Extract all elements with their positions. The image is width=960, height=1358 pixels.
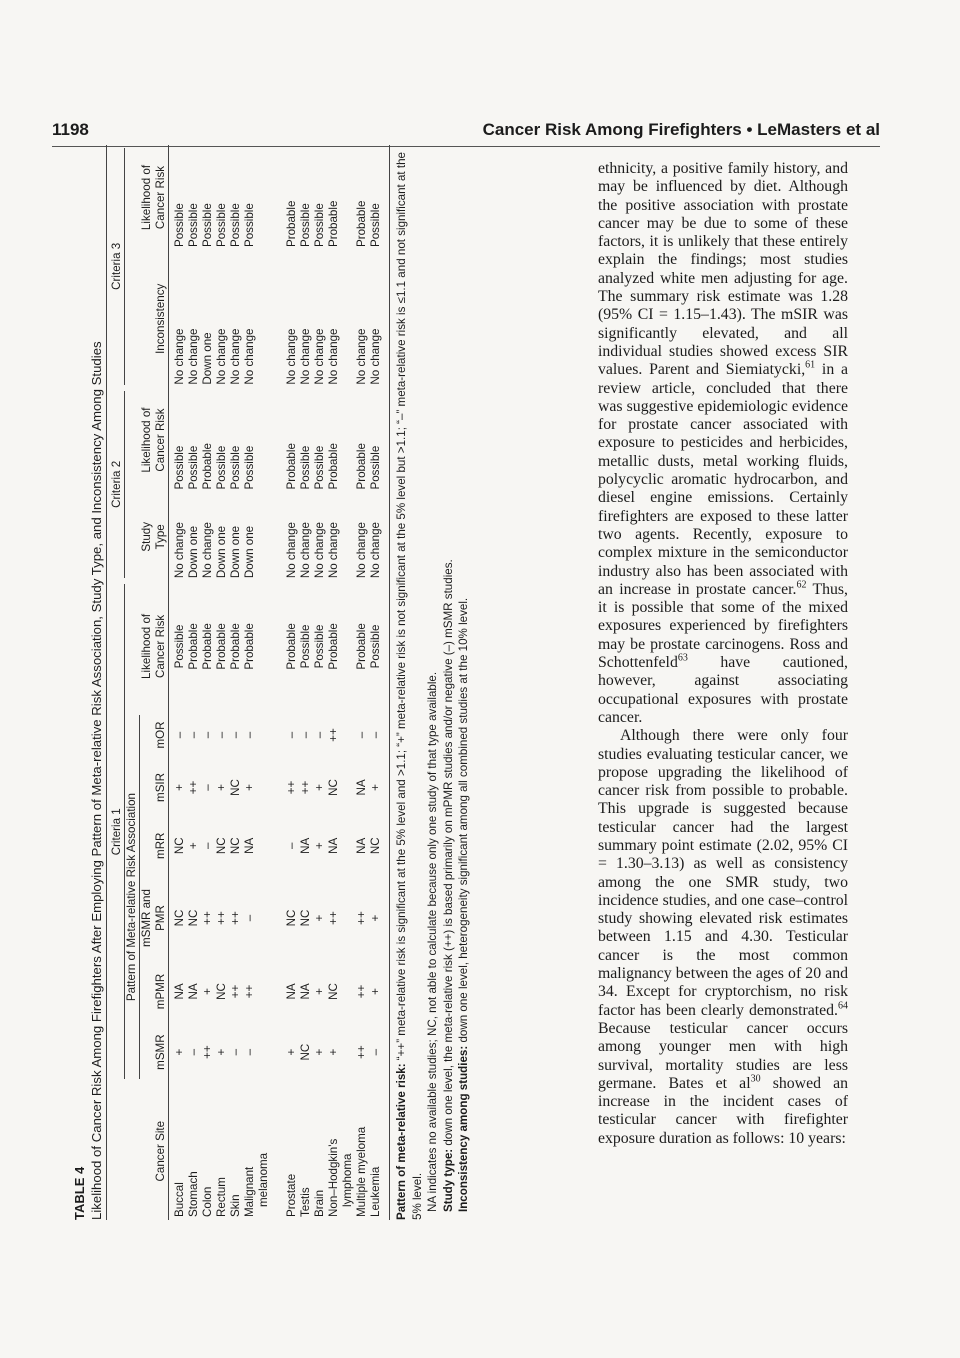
cell-likelihood3: Probable <box>355 200 368 247</box>
cell-msir: – <box>201 784 214 791</box>
cell-likelihood1: Probable <box>229 623 242 670</box>
cell-mor: – <box>313 731 326 739</box>
cell-study-type: No change <box>201 522 214 579</box>
cell-likelihood3: Possible <box>215 203 228 247</box>
body-text-run: Although there were only four studies evaluating testicular cancer, we propose upgrading the likelihood of cancer risk from possible to probable. This upgrade is suggested because testicular cancer had the largest summary point estimate (2.02, 95% CI = 1.30–3.13) as well as consistency among the one SMR study, two incidence studies, and one case–control study showing elevated risk estimates between 1.15 and 4.30. Testicular cancer is the most common malignancy between the ages of 20 and 34. Except for cryptorchism, no risk factor has been clearly demonstrated. <box>598 727 848 1019</box>
cell-likelihood2: Probable <box>285 443 298 490</box>
cell-pmr: NC <box>285 909 298 927</box>
cell-msir: + <box>173 784 186 791</box>
cell-mrr: – <box>201 842 214 849</box>
cell-pmr: + <box>313 914 326 922</box>
criteria3-header: Criteria 3 <box>110 148 125 385</box>
cell-likelihood3: Possible <box>299 203 312 247</box>
cell-mpmr: ++ <box>355 984 368 999</box>
cell-mrr: NC <box>229 837 242 855</box>
col-inconsistency: Inconsistency <box>154 250 169 388</box>
cell-likelihood2: Possible <box>215 445 228 490</box>
pattern-group-header: Pattern of Meta-relative Risk Association <box>125 715 140 1080</box>
cell-site <box>327 1082 355 1220</box>
cell-pmr: ++ <box>215 911 228 925</box>
citation-ref: 64 <box>838 1000 848 1012</box>
cell-pmr: + <box>369 875 390 961</box>
cell-likelihood1: Probable <box>327 623 340 670</box>
cell-mor: ++ <box>327 728 340 742</box>
table-label: TABLE 4 <box>72 1166 87 1220</box>
cell-mrr: – <box>285 842 298 849</box>
cell-study-type: No change <box>327 522 340 579</box>
cell-mrr: NA <box>299 837 312 854</box>
table-footnotes <box>394 145 472 1220</box>
cell-likelihood1: Possible <box>299 624 312 669</box>
cell-site: Brain <box>313 1189 326 1217</box>
cell-likelihood2: Possible <box>187 445 200 490</box>
cell-msir: + <box>243 784 256 791</box>
cell-site: Stomach <box>187 1171 200 1217</box>
col-msir: mSIR <box>154 758 169 816</box>
cell-mor: – <box>299 731 312 739</box>
cell-msmr: – <box>243 1048 256 1056</box>
cell-likelihood2: Probable <box>355 443 368 490</box>
body-column <box>598 160 848 1148</box>
cell-mor: – <box>369 712 390 759</box>
col-likelihood3-line1: Likelihood of <box>140 164 153 231</box>
table-row <box>369 145 390 1220</box>
cell-msmr: + <box>173 1048 186 1056</box>
cell-inconsistency: No change <box>313 328 326 385</box>
col-mrr: mRR <box>154 817 169 875</box>
cell-pmr: ++ <box>229 911 242 925</box>
cell-site: Prostate <box>285 1173 298 1217</box>
table-row <box>327 145 355 1220</box>
footnote-na: NA indicates no available studies; NC, not able to calculate because only one study of that type available. <box>426 671 439 1212</box>
footnote-inconsistency-label: Inconsistency among studies: <box>457 1045 470 1212</box>
cell-likelihood1: Possible <box>313 624 326 669</box>
cell-mor: – <box>285 731 298 739</box>
cell-study-type: No change <box>299 522 312 579</box>
cell-mpmr: NA <box>299 983 312 1000</box>
cell-mor: – <box>215 731 228 739</box>
footnote-inconsistency <box>456 145 472 1220</box>
body-text-run: in a review article, concluded that there was suggestive epidemiologic evidence for prostate cancer associated with exposure to pesticides and herbicides, metallic dusts, metal working fluids, polycyclic aromatic hydrocarbon, and diesel engine emissions. Certainly firefighters are exposed to these latter two agents. Recently, exposure to complex mixture in the semiconductor industry also has been associated with an increase in prostate cancer. <box>598 361 848 598</box>
cell-likelihood3: Possible <box>173 203 186 247</box>
cell-inconsistency: No change <box>243 328 256 385</box>
cell-likelihood3: Probable <box>285 200 298 247</box>
body-text-run: Because testicular cancer occurs among younger men with high survival, mortality studies are less germane. Bates et al <box>598 1019 848 1092</box>
cell-study-type: Down one <box>229 525 242 579</box>
cell-mrr: + <box>313 842 326 850</box>
col-study-line2: Type <box>154 493 169 582</box>
cell-site <box>243 1082 271 1220</box>
cell-pmr: NC <box>173 909 186 927</box>
cell-mrr: NA <box>243 837 256 854</box>
cell-mrr: NA <box>355 837 368 854</box>
cell-study-type: No change <box>355 522 368 579</box>
cell-msir: ++ <box>187 780 200 795</box>
cell-msmr: + <box>285 1048 298 1056</box>
cell-inconsistency: No change <box>327 328 340 385</box>
cell-mpmr: ++ <box>243 984 256 999</box>
cell-likelihood1: Probable <box>355 623 368 670</box>
cell-mrr: NC <box>215 837 228 855</box>
cell-inconsistency: No change <box>299 328 312 385</box>
cell-mor: – <box>173 731 186 739</box>
table-row <box>187 145 201 1220</box>
footnote-study-type-text: down one level, the meta-relative risk (++) is based primarily on mPMR studies and/or negative (–) mSMR studies. <box>441 559 455 1149</box>
footnote-study-type <box>441 145 457 1220</box>
cell-msmr: ++ <box>355 1045 368 1059</box>
cell-likelihood3: Possible <box>187 203 200 247</box>
cell-likelihood1: Probable <box>201 623 214 670</box>
cell-likelihood2: Possible <box>313 445 326 490</box>
risk-table <box>106 145 390 1220</box>
cell-inconsistency: No change <box>173 328 186 385</box>
col-likelihood3-line2: Cancer Risk <box>154 145 169 250</box>
cell-mrr: NC <box>173 837 186 855</box>
cell-study-type: No change <box>173 522 186 579</box>
cell-inconsistency: No change <box>187 328 200 385</box>
cell-likelihood2: Possible <box>173 445 186 490</box>
body-text-run: showed an increase in the incident cases of testicular cancer with firefighter exposure duration as follows: 10 years: <box>598 1074 849 1147</box>
cell-msir: + <box>313 784 326 791</box>
cell-likelihood3: Probable <box>327 200 340 247</box>
cell-likelihood3: Possible <box>369 145 390 250</box>
cell-mrr: NA <box>327 837 340 854</box>
cell-mor: – <box>229 731 242 739</box>
col-msmr-pmr-line1: mSMR and <box>140 889 153 948</box>
cell-msir: NA <box>355 779 368 796</box>
cell-site: Skin <box>229 1194 242 1217</box>
citation-ref: 30 <box>750 1073 761 1085</box>
page-number: 1198 <box>52 120 89 139</box>
table-row <box>201 145 215 1220</box>
cell-likelihood2: Possible <box>243 445 256 490</box>
cell-mor: – <box>243 731 256 739</box>
cell-mor: – <box>187 731 200 739</box>
cell-mpmr: + <box>369 961 390 1022</box>
col-likelihood2-line1: Likelihood of <box>140 407 153 473</box>
cell-likelihood3: Possible <box>229 203 242 247</box>
citation-ref: 63 <box>677 652 688 664</box>
cell-msmr: – <box>369 1022 390 1083</box>
table-row <box>215 145 229 1220</box>
footnote-pattern-text: “++” meta-relative risk is significant at the 5% level and >1.1; “+” meta-relative risk is not significant at the 5% level but >1.1; “–” meta-relative risk is ≤1.1 and not significant at the 5% level. <box>395 152 424 1220</box>
cell-inconsistency: No change <box>369 250 390 388</box>
cell-inconsistency: No change <box>355 328 368 385</box>
cell-site: Colon <box>201 1186 214 1217</box>
cell-msmr: – <box>229 1048 242 1056</box>
table-row <box>229 145 243 1220</box>
cell-likelihood1: Probable <box>285 623 298 670</box>
table-row <box>243 145 271 1220</box>
table-row <box>299 145 313 1220</box>
body-text-run: have cautioned, however, against associating occupational exposures with prostate cancer. <box>598 654 848 726</box>
cell-likelihood1: Probable <box>243 623 256 670</box>
col-msmr: mSMR <box>154 1022 169 1083</box>
body-paragraph <box>598 160 848 727</box>
cell-mpmr: + <box>201 988 214 995</box>
cell-msmr: + <box>215 1048 228 1056</box>
cell-mpmr: NC <box>215 983 228 1000</box>
cell-site: Buccal <box>173 1182 186 1217</box>
cell-likelihood1: Possible <box>369 581 390 712</box>
col-msmr-pmr-line2: PMR <box>154 875 169 961</box>
cell-msmr: NC <box>299 1043 312 1061</box>
cell-site: Leukemia <box>369 1082 390 1220</box>
cell-likelihood2: Possible <box>229 445 242 490</box>
table-title: Likelihood of Cancer Risk Among Firefighters After Employing Pattern of Meta-relative Risk Association, Study Type, and Inconsistency Among Studies <box>89 341 104 1220</box>
cell-site: Testis <box>299 1187 312 1217</box>
cell-msir: ++ <box>285 780 298 795</box>
cell-inconsistency: No change <box>285 328 298 385</box>
body-text-run: Thus, it is possible that some of the mixed exposures experienced by firefighters may be prostate carcinogens. Ross and Schottenfeld <box>598 580 848 672</box>
col-cancer-site: Cancer Site <box>154 1082 169 1220</box>
cell-msmr: + <box>313 1048 326 1056</box>
cell-msir: + <box>215 784 228 791</box>
table-row <box>169 145 188 1220</box>
cell-mpmr: NA <box>285 983 298 1000</box>
cell-mpmr: NC <box>327 983 340 1000</box>
cell-likelihood1: Probable <box>215 623 228 670</box>
cell-mrr: + <box>187 842 200 850</box>
cell-pmr: ++ <box>327 911 340 925</box>
cell-site-line2: melanoma <box>257 1152 270 1207</box>
table-row <box>271 145 299 1220</box>
cell-study-type: No change <box>285 522 298 579</box>
footnote-pattern <box>394 145 425 1220</box>
table-row <box>355 145 369 1220</box>
cell-inconsistency: Down one <box>201 332 214 385</box>
cell-pmr: NC <box>299 909 312 927</box>
cell-inconsistency: No change <box>215 328 228 385</box>
cell-msir: NC <box>229 779 242 796</box>
running-head: Cancer Risk Among Firefighters • LeMasters et al <box>482 120 880 139</box>
cell-mpmr: + <box>313 988 326 995</box>
cell-pmr: ++ <box>201 911 214 925</box>
cell-inconsistency: No change <box>229 328 242 385</box>
cell-site-line1: Non–Hodgkin's <box>327 1138 340 1217</box>
cell-likelihood2: Probable <box>327 443 340 490</box>
criteria1-header: Criteria 1 <box>110 584 125 1079</box>
cell-msir: ++ <box>299 780 312 795</box>
cell-likelihood2: Possible <box>369 388 390 493</box>
cell-mrr: NC <box>369 817 390 875</box>
body-paragraph <box>598 727 848 1148</box>
col-mpmr: mPMR <box>154 961 169 1022</box>
cell-likelihood1: Possible <box>173 624 186 669</box>
col-likelihood1-line1: Likelihood of <box>140 613 153 679</box>
cell-study-type: Down one <box>215 525 228 579</box>
cell-mpmr: NA <box>187 983 200 1000</box>
cell-pmr: – <box>243 914 256 922</box>
cell-msir: NC <box>327 779 340 796</box>
criteria2-header: Criteria 2 <box>110 391 125 579</box>
footnote-inconsistency-text: down one level, heterogeneity significant among all combined studies at the 10% level. <box>457 597 470 1046</box>
cell-likelihood3: Possible <box>201 203 214 247</box>
cell-site-line2: lymphoma <box>341 1153 354 1207</box>
cell-mor: – <box>355 731 368 739</box>
cell-mpmr: ++ <box>229 984 242 999</box>
cell-likelihood3: Possible <box>313 203 326 247</box>
cell-likelihood2: Probable <box>201 443 214 490</box>
cell-site: Multiple myeloma <box>355 1126 368 1217</box>
cell-likelihood1: Probable <box>187 623 200 670</box>
body-text-run: ethnicity, a positive family history, and may be influenced by diet. Although the positive association with prostate cancer may be due to some of these factors, it is unlikely that these entirely explain the findings; most studies analyzed white men adjusting for age. The summary risk estimate was 1.28 (95% CI = 1.15–1.43). The mSIR was significantly elevated, and all individual studies showed excess SIR values. Parent and Siemiatycki, <box>598 160 848 379</box>
citation-ref: 61 <box>805 360 816 371</box>
cell-pmr: NC <box>187 909 200 927</box>
cell-likelihood3: Possible <box>243 203 256 247</box>
cell-study-type: Down one <box>187 525 200 579</box>
citation-ref: 62 <box>796 579 807 591</box>
cell-likelihood2: Possible <box>299 445 312 490</box>
footnote-pattern-label: Pattern of meta-relative risk: <box>395 1063 408 1220</box>
cell-site-line1: Malignant <box>243 1166 256 1217</box>
col-mor: mOR <box>154 712 169 759</box>
cell-msmr: + <box>327 1048 340 1056</box>
footnote-study-type-label: Study type: <box>441 1148 455 1212</box>
cell-study-type: Down one <box>243 525 256 579</box>
col-study-line1: Study <box>140 521 153 552</box>
table-row <box>313 145 327 1220</box>
col-likelihood1-line2: Cancer Risk <box>154 581 169 712</box>
rotated-table-block <box>68 145 533 1220</box>
cell-msmr: – <box>187 1048 200 1056</box>
cell-study-type: No change <box>369 493 390 582</box>
cell-mpmr: NA <box>173 983 186 1000</box>
cell-msir: + <box>369 758 390 816</box>
cell-mor: – <box>201 731 214 739</box>
cell-site: Rectum <box>215 1177 228 1217</box>
cell-study-type: No change <box>313 522 326 579</box>
col-likelihood2-line2: Cancer Risk <box>154 388 169 493</box>
cell-msmr: ++ <box>201 1045 214 1059</box>
cell-pmr: ++ <box>355 911 368 925</box>
